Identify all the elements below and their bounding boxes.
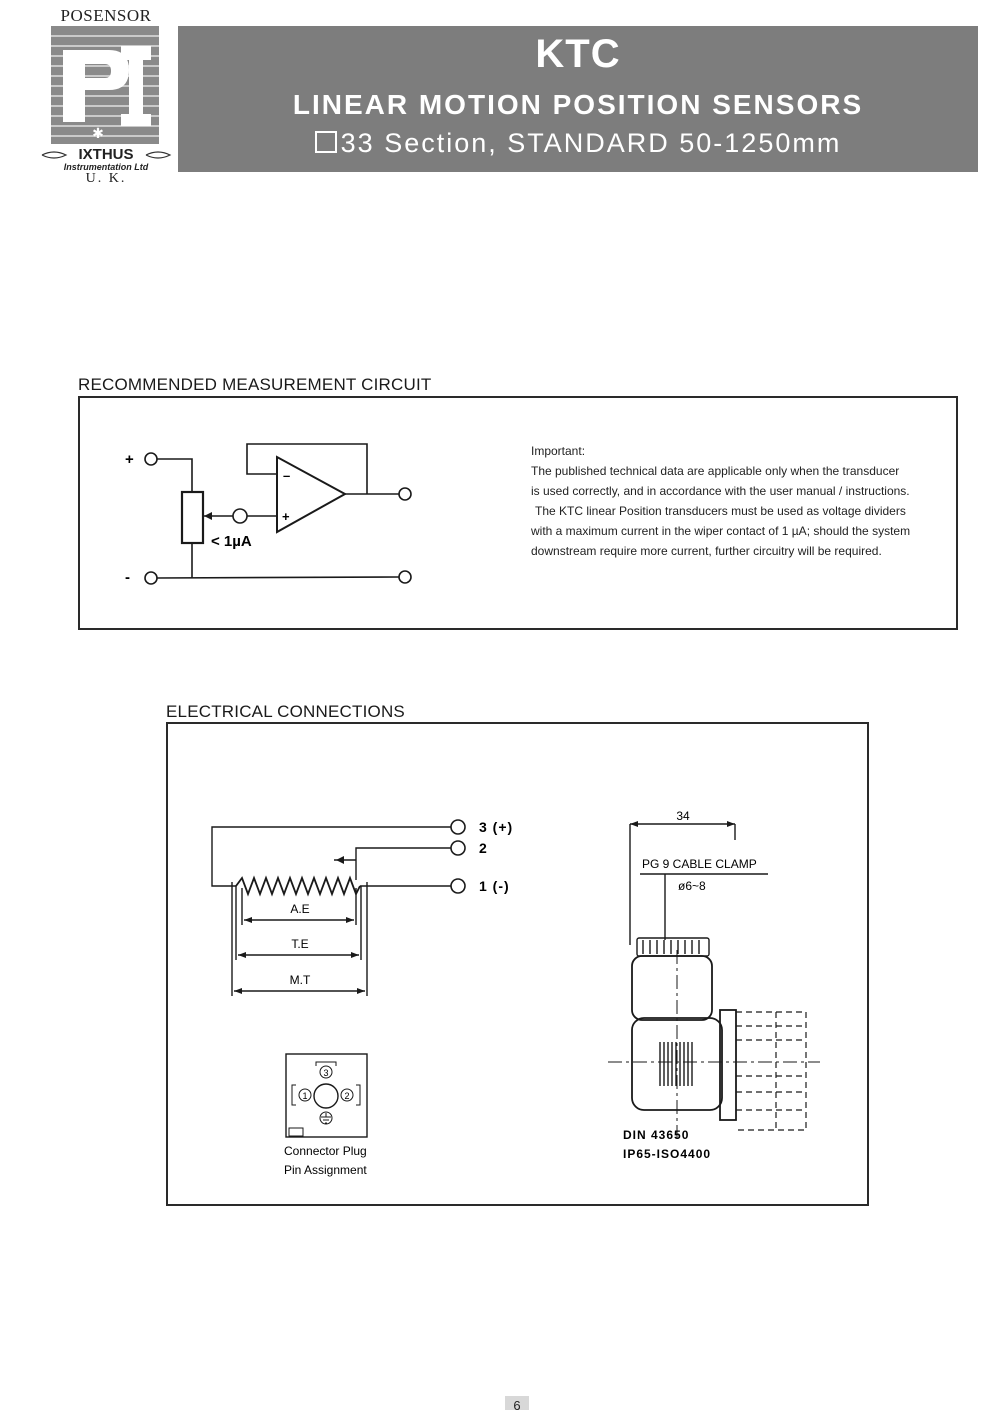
pin2-terminal — [451, 841, 465, 855]
measurement-circuit-diagram — [0, 0, 1000, 700]
din-standard-label: DIN 43650 — [623, 1128, 690, 1142]
ground-terminal — [399, 571, 411, 583]
pin-label-3: 3 — [323, 1068, 329, 1078]
note-line: with a maximum current in the wiper contact of 1 µA; should the system — [531, 524, 911, 538]
dim-te-label: T.E — [291, 937, 309, 951]
logo-country-text: U. K. — [85, 171, 127, 186]
din-connector-drawing — [608, 824, 820, 1138]
circuit-section-heading: RECOMMENDED MEASUREMENT CIRCUIT — [78, 375, 432, 394]
connector-pin-assignment — [286, 1054, 367, 1137]
page-number: 6 — [505, 1396, 529, 1410]
pin1-label: 1 (-) — [479, 878, 510, 894]
wiring-schematic — [212, 827, 451, 996]
spec-text: 33 Section, STANDARD 50-1250mm — [340, 128, 842, 158]
dim-ae-label: A.E — [290, 902, 310, 916]
important-note — [531, 441, 931, 561]
logo-posensor-text: POSENSOR — [60, 6, 152, 25]
dim-mt-label: M.T — [289, 973, 311, 987]
current-limit-label: < 1µA — [211, 533, 252, 550]
ip-rating-label: IP65-ISO4400 — [623, 1147, 712, 1161]
logo-subtitle-text: Instrumentation Ltd — [63, 162, 149, 172]
connector-caption-line1: Connector Plug — [284, 1144, 367, 1158]
note-line: The KTC linear Position transducers must be used as voltage dividers — [535, 504, 906, 518]
logo-brand-text: IXTHUS — [78, 146, 134, 163]
note-line: Important: — [531, 444, 586, 458]
plus-label: + — [125, 451, 134, 468]
output-terminal — [399, 488, 411, 500]
page-title: KTC — [535, 32, 621, 76]
minus-terminal — [145, 572, 157, 584]
opamp-noninverting-label: + — [282, 509, 290, 524]
potentiometer — [182, 492, 203, 543]
resistive-track — [236, 878, 360, 894]
cable-clamp-label: PG 9 CABLE CLAMP — [642, 857, 757, 871]
opamp-inverting-label: – — [283, 468, 291, 483]
electrical-section-heading: ELECTRICAL CONNECTIONS — [166, 702, 405, 721]
wiper-node — [233, 509, 247, 523]
note-line: The published technical data are applicable only when the transducer — [531, 464, 900, 478]
note-line: is used correctly, and in accordance with the user manual / instructions. — [531, 484, 910, 498]
minus-label: - — [125, 569, 130, 586]
pin3-label: 3 (+) — [479, 819, 514, 835]
dim-34-label: 34 — [676, 809, 690, 823]
connector-caption-line2: Pin Assignment — [284, 1163, 367, 1177]
pin1-terminal — [451, 879, 465, 893]
pin-label-1: 1 — [302, 1091, 308, 1101]
page-subtitle: LINEAR MOTION POSITION SENSORS — [292, 89, 864, 120]
pin3-terminal — [451, 820, 465, 834]
pin2-label: 2 — [479, 840, 488, 856]
pin-label-2: 2 — [344, 1091, 350, 1101]
svg-text:✱: ✱ — [92, 125, 104, 141]
cable-diameter-label: ø6~8 — [678, 879, 706, 893]
wiper-arrow-icon — [204, 512, 212, 520]
note-line: downstream require more current, further circuitry will be required. — [531, 544, 882, 558]
electrical-connections-diagram — [0, 700, 1000, 1220]
plus-terminal — [145, 453, 157, 465]
